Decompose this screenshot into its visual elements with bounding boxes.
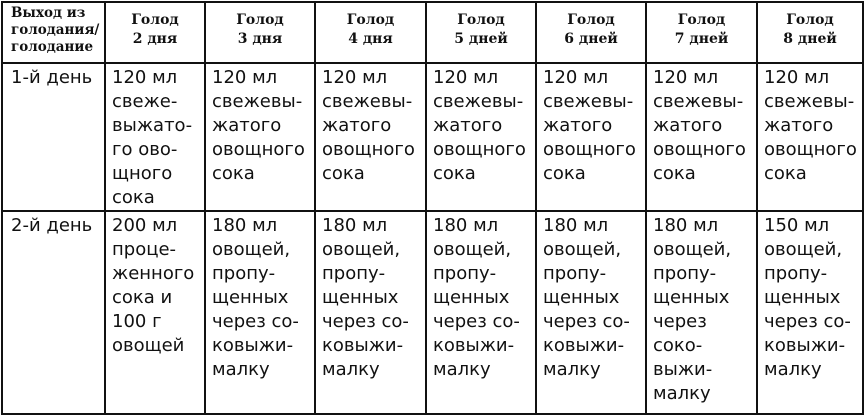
column-header-line: 5 дней: [454, 31, 508, 47]
cell-line: свежевы-: [433, 91, 524, 112]
cell-line: пропу-: [322, 263, 386, 284]
cell-line: через со-: [212, 311, 299, 332]
corner-header-line: голодания/: [11, 22, 100, 38]
column-header-7-days: [646, 2, 757, 63]
table-cell: [757, 211, 863, 414]
cell-line: овощного: [322, 139, 415, 160]
cell-line: жатого: [322, 115, 392, 136]
corner-header-cell: [2, 2, 105, 63]
cell-line: пропу-: [212, 263, 276, 284]
table-cell: [105, 63, 205, 211]
cell-line: 180 мл: [433, 215, 499, 236]
cell-line: го ово-: [112, 139, 178, 160]
cell-line: овощей,: [764, 239, 843, 260]
table-cell: [536, 211, 646, 414]
cell-line: сока: [764, 163, 807, 184]
cell-line: овощей,: [322, 239, 401, 260]
cell-line: малку: [212, 359, 270, 380]
cell-line: овощей,: [653, 239, 732, 260]
cell-line: через: [653, 311, 707, 332]
table-cell: [315, 211, 426, 414]
table-cell: [205, 211, 315, 414]
cell-line: 150 мл: [764, 215, 830, 236]
cell-line: 200 мл: [112, 215, 178, 236]
row-header-label: 2-й день: [11, 215, 93, 236]
cell-line: свежевы-: [764, 91, 855, 112]
cell-line: щенных: [653, 287, 730, 308]
cell-line: пропу-: [433, 263, 497, 284]
row-header-day-1: [2, 63, 105, 211]
cell-line: сока: [543, 163, 586, 184]
cell-line: сока: [322, 163, 365, 184]
cell-line: жатого: [653, 115, 723, 136]
cell-line: соко-: [653, 335, 703, 356]
column-header-line: 6 дней: [564, 31, 618, 47]
column-header-line: Голод: [677, 12, 726, 28]
cell-line: малку: [543, 359, 601, 380]
cell-line: овощного: [653, 139, 746, 160]
cell-line: сока: [653, 163, 696, 184]
column-header-6-days: [536, 2, 646, 63]
column-header-line: 2 дня: [132, 31, 178, 47]
column-header-line: 8 дней: [783, 31, 837, 47]
corner-header-line: Выход из: [11, 5, 86, 21]
column-header-line: 7 дней: [674, 31, 729, 47]
cell-line: пропу-: [543, 263, 607, 284]
column-header-4-days: [315, 2, 426, 63]
cell-line: 120 мл: [433, 67, 499, 88]
cell-line: 180 мл: [212, 215, 278, 236]
cell-line: 120 мл: [112, 67, 178, 88]
column-header-2-days: [105, 2, 205, 63]
cell-line: щенных: [543, 287, 620, 308]
table-cell: [315, 63, 426, 211]
fasting-exit-table-container: [1, 1, 864, 415]
table-cell: [646, 63, 757, 211]
row-header-day-2: [2, 211, 105, 414]
cell-line: щного: [112, 163, 173, 184]
cell-line: щенных: [764, 287, 841, 308]
cell-line: щенных: [322, 287, 399, 308]
cell-line: жатого: [543, 115, 613, 136]
cell-line: малку: [322, 359, 380, 380]
corner-header-line: голодание: [11, 39, 94, 55]
cell-line: 120 мл: [322, 67, 388, 88]
cell-line: ковыжи-: [322, 335, 404, 356]
cell-line: через со-: [322, 311, 409, 332]
cell-line: овощного: [433, 139, 526, 160]
column-header-line: Голод: [567, 12, 615, 28]
cell-line: проце-: [112, 239, 177, 260]
cell-line: свежевы-: [543, 91, 634, 112]
cell-line: малку: [653, 383, 711, 404]
cell-line: 120 мл: [543, 67, 609, 88]
cell-line: ковыжи-: [433, 335, 515, 356]
column-header-line: 4 дня: [348, 31, 393, 47]
table-cell: [426, 63, 536, 211]
cell-line: 180 мл: [322, 215, 388, 236]
cell-line: свежевы-: [212, 91, 303, 112]
fasting-exit-table: [1, 1, 864, 415]
cell-line: сока: [212, 163, 255, 184]
cell-line: ковыжи-: [212, 335, 294, 356]
column-header-line: Голод: [346, 12, 395, 28]
cell-line: женного: [112, 263, 195, 284]
cell-line: пропу-: [764, 263, 828, 284]
cell-line: пропу-: [653, 263, 717, 284]
header-row: [2, 2, 863, 63]
cell-line: сока: [433, 163, 476, 184]
table-cell: [105, 211, 205, 414]
cell-line: ковыжи-: [543, 335, 625, 356]
cell-line: свеже-: [112, 91, 178, 112]
cell-line: через со-: [543, 311, 630, 332]
table-row-day-2: [2, 211, 863, 414]
table-row-day-1: [2, 63, 863, 211]
cell-line: ковыжи-: [764, 335, 846, 356]
cell-line: через со-: [764, 311, 851, 332]
cell-line: свежевы-: [322, 91, 413, 112]
cell-line: жатого: [433, 115, 503, 136]
column-header-line: Голод: [786, 12, 834, 28]
table-cell: [646, 211, 757, 414]
cell-line: овощей,: [433, 239, 512, 260]
cell-line: жатого: [764, 115, 834, 136]
table-cell: [426, 211, 536, 414]
cell-line: сока: [112, 187, 155, 208]
cell-line: овощного: [543, 139, 636, 160]
cell-line: 180 мл: [653, 215, 719, 236]
column-header-line: Голод: [457, 12, 505, 28]
cell-line: сока и: [112, 287, 173, 308]
cell-line: 120 мл: [764, 67, 830, 88]
cell-line: 120 мл: [212, 67, 278, 88]
cell-line: малку: [764, 359, 822, 380]
column-header-3-days: [205, 2, 315, 63]
table-cell: [536, 63, 646, 211]
cell-line: 180 мл: [543, 215, 609, 236]
cell-line: выжато-: [112, 115, 193, 136]
column-header-line: Голод: [236, 12, 284, 28]
cell-line: овощей,: [212, 239, 291, 260]
cell-line: овощного: [764, 139, 857, 160]
column-header-8-days: [757, 2, 863, 63]
cell-line: 120 мл: [653, 67, 719, 88]
cell-line: овощей,: [543, 239, 622, 260]
cell-line: выжи-: [653, 359, 713, 380]
cell-line: через со-: [433, 311, 520, 332]
column-header-line: Голод: [131, 12, 179, 28]
table-cell: [757, 63, 863, 211]
cell-line: овощного: [212, 139, 305, 160]
cell-line: овощей: [112, 335, 185, 356]
cell-line: жатого: [212, 115, 282, 136]
row-header-label: 1-й день: [11, 67, 93, 88]
cell-line: свежевы-: [653, 91, 744, 112]
cell-line: щенных: [433, 287, 510, 308]
column-header-line: 3 дня: [237, 31, 283, 47]
cell-line: 100 г: [112, 311, 162, 332]
table-cell: [205, 63, 315, 211]
column-header-5-days: [426, 2, 536, 63]
cell-line: малку: [433, 359, 491, 380]
cell-line: щенных: [212, 287, 289, 308]
